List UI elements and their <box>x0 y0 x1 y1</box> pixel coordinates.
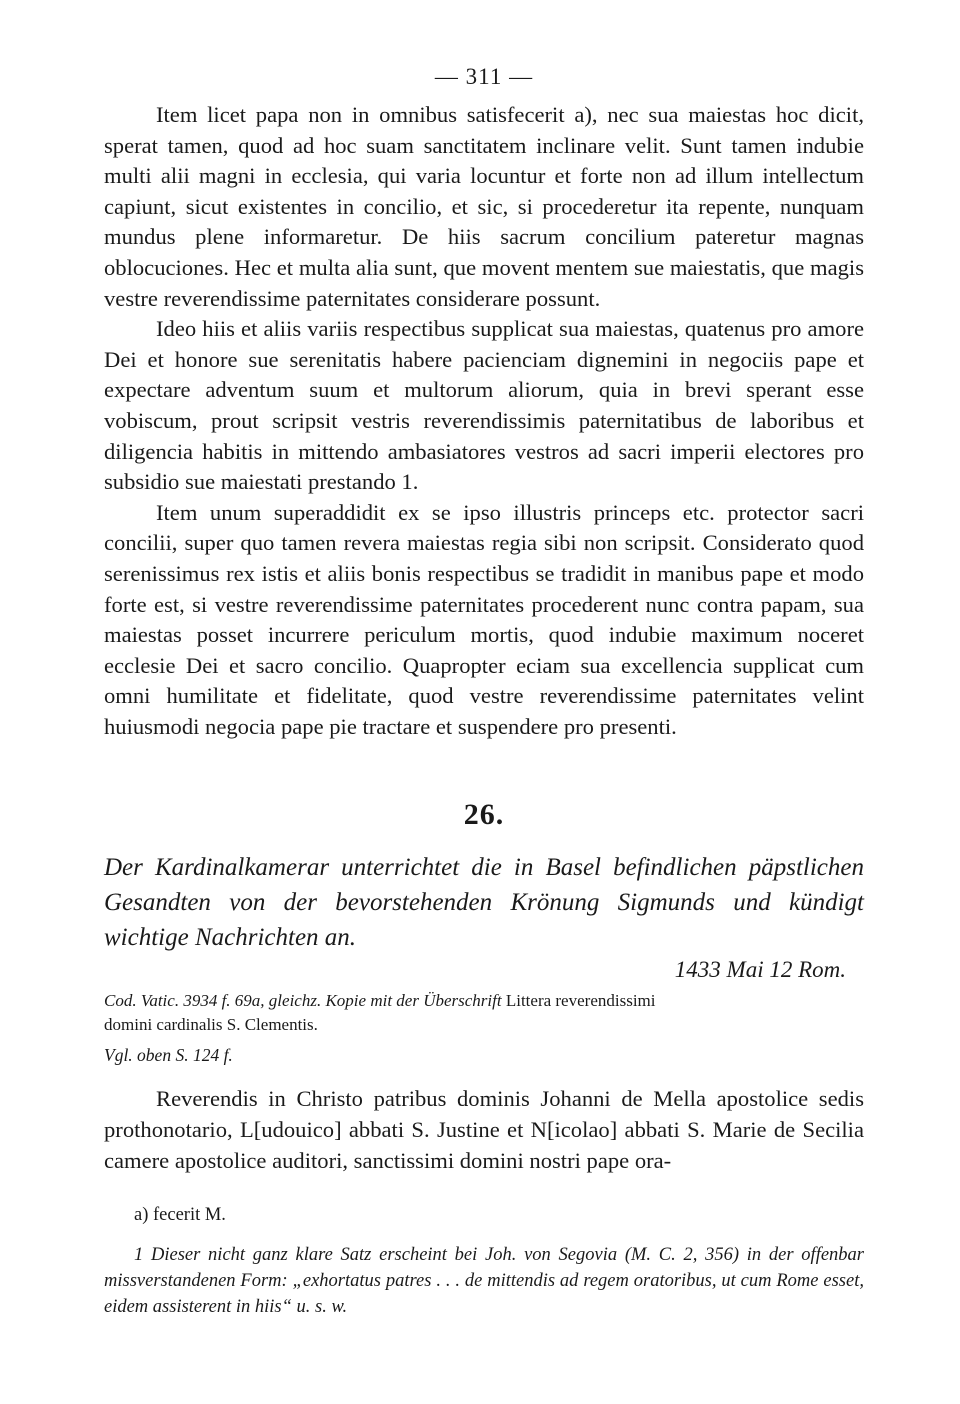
document-page <box>104 64 864 1320</box>
source-note <box>104 989 864 1037</box>
source-citation: Cod. Vatic. 3934 f. 69a, gleichz. Kopie mit der Überschrift <box>104 991 502 1011</box>
source-title-2: domini cardinalis S. Clementis. <box>104 1015 318 1035</box>
cross-reference: Vgl. oben S. 124 f. <box>104 1045 233 1066</box>
address-paragraph: Reverendis in Christo patribus dominis Johanni de Mella apostolice sedis prothonotario, L[udouico] abbati S. Justine et N[icolao] abbati S. Marie de Secilia camere apostolice auditori, sanctissimi domini nostri pape ora- <box>104 1086 864 1173</box>
paragraph-2: Ideo hiis et aliis variis respectibus supplicat sua maiestas, quatenus pro amore Dei et honore sue serenitatis habere pacienciam dignemini in negociis pape et expectare adventum suum et multorum aliorum, quia in brevi sperant esse vobiscum, prout scripsit vestris reverendissimis paternitatibus de laboribus et diligencia habitis in mittendo ambasiatores vestros ad sacri imperii electores pro subsidio sue maiestati prestando 1. <box>104 316 864 495</box>
main-text <box>104 100 864 742</box>
footnote-a: a) fecerit M. <box>134 1205 226 1226</box>
footnote-1: 1 Dieser nicht ganz klare Satz erscheint bei Joh. von Segovia (M. C. 2, 356) in der offenbar missverstandenen Form: „exhortatus patres . . . de mittendis ad regem oratoribus, ut cum Rome esset, eidem assisterent in hiis“ u. s. w. <box>104 1245 864 1318</box>
document-number: 26. <box>463 798 505 832</box>
paragraph-3: Item unum superaddidit ex se ipso illustris princeps etc. protector sacri concilii, super quo tamen revera maiestas regia sibi non scripsit. Considerato quod serenissimus rex istis et aliis bonis respectibus se tradidit in manibus pape et modo forte est, si vestre reverendissime paternitates procederent nunc contra papam, sua maiestas posset incurrere periculum mortis, quod indubie maximum noceret ecclesie Dei et sacro concilio. Quapropter eciam sua excellencia supplicat cum omni humilitate et fidelitate, quod vestre reverendissime paternitates velint huiusmodi negocia pape pie tractare et suspendere pro presenti. <box>104 499 864 739</box>
document-date: 1433 Mai 12 Rom. <box>674 957 846 983</box>
page-number: — 311 — <box>434 64 534 89</box>
paragraph-1: Item licet papa non in omnibus satisfecerit a), nec sua maiestas hoc dicit, sperat tamen, quod ad hoc suam sanctitatem inclinare velit. Sunt tamen indubie multi alii magni in ecclesia, qui varia locuntur et forte non ad illum intellectum capiunt, sicut existentes in concilio, et sic, si procederetur ita repente, nunquam mundus plene informaretur. De hiis sacrum concilium pateretur magnas oblocuciones. Hec et multa alia sunt, que movent mentem sue maiestatis, que magis vestre reverendissime paternitates considerare possunt. <box>104 102 864 311</box>
footnotes <box>104 1202 864 1320</box>
document-heading: Der Kardinalkamerar unterrichtet die in Basel befindlichen päpstlichen Gesandten von der bevorstehenden Krönung Sigmunds und kündigt wichtige Nachrichten an. <box>104 854 864 952</box>
source-title-1: Littera reverendissimi <box>505 991 656 1011</box>
